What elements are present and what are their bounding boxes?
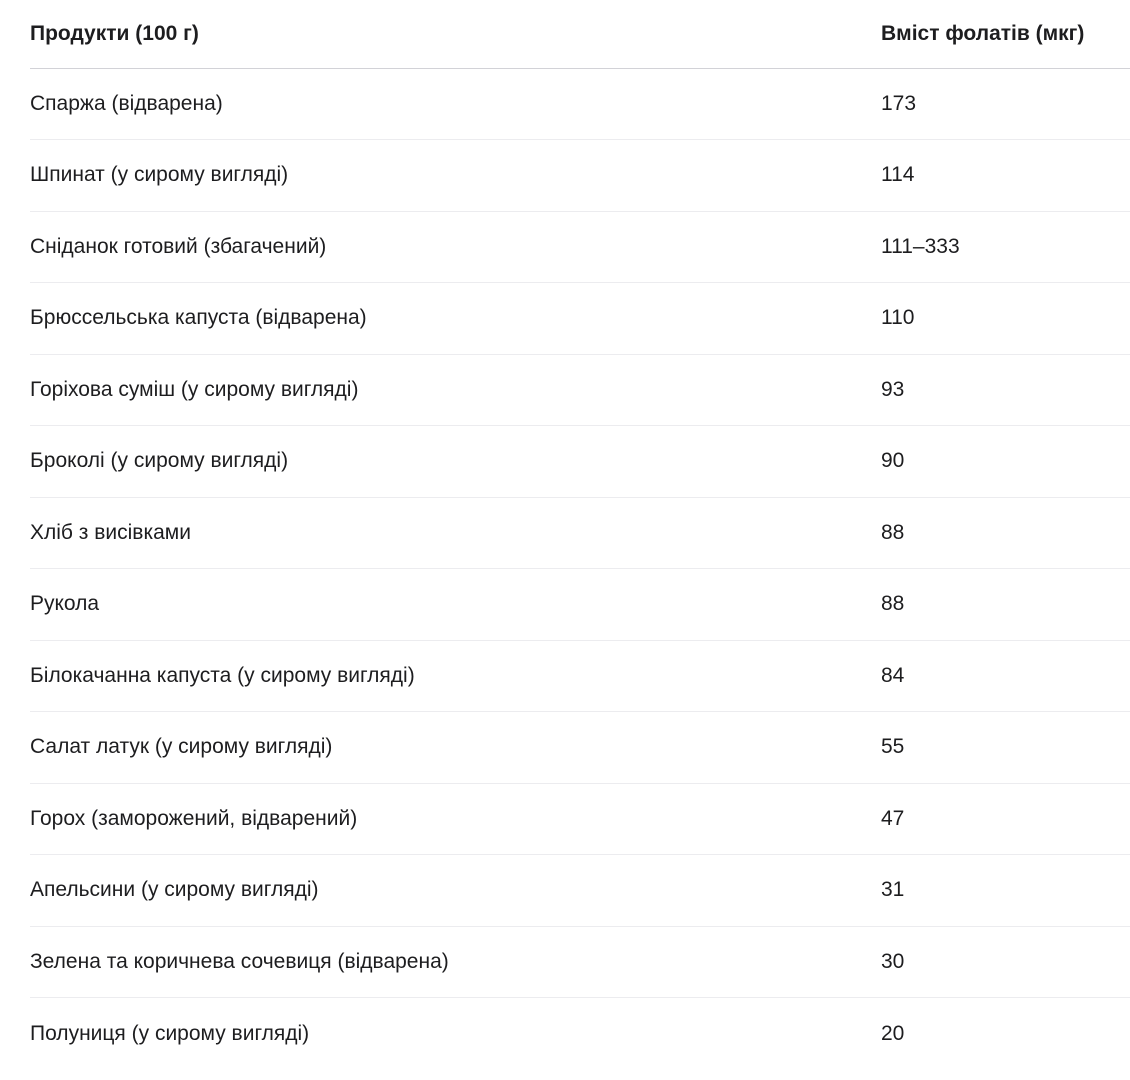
- folate-cell: 88: [881, 497, 1130, 569]
- table-body: [30, 68, 1130, 1069]
- column-header-product: Продукти (100 г): [30, 0, 881, 68]
- table-row: [30, 855, 1130, 927]
- folate-cell: 88: [881, 569, 1130, 641]
- table-row: [30, 569, 1130, 641]
- product-cell: Полуниця (у сирому вигляді): [30, 1021, 310, 1045]
- product-cell: Спаржа (відварена): [30, 68, 881, 140]
- table-row: [30, 640, 1130, 712]
- product-cell: Апельсини (у сирому вигляді): [30, 855, 881, 927]
- product-cell: Сніданок готовий (збагачений): [30, 211, 881, 283]
- folate-cell: 114: [881, 140, 1130, 212]
- folate-cell: 20: [881, 1021, 905, 1045]
- product-cell: Горіхова суміш (у сирому вигляді): [30, 354, 881, 426]
- folate-cell: 84: [881, 640, 1130, 712]
- folate-cell: 93: [881, 354, 1130, 426]
- table-row: [30, 354, 1130, 426]
- table-row: [30, 426, 1130, 498]
- column-header-folate: Вміст фолатів (мкг): [881, 0, 1130, 68]
- table-header-row: [30, 0, 1130, 68]
- table-row: [30, 140, 1130, 212]
- table-row: [30, 68, 1130, 140]
- product-cell: Шпинат (у сирому вигляді): [30, 140, 881, 212]
- product-cell: Рукола: [30, 569, 881, 641]
- folate-cell: 110: [881, 283, 1130, 355]
- table-row: [30, 998, 1130, 1070]
- folate-cell: 30: [881, 926, 1130, 998]
- folate-table: [30, 0, 1130, 1069]
- product-cell: Білокачанна капуста (у сирому вигляді): [30, 640, 881, 712]
- product-cell: Брюссельська капуста (відварена): [30, 283, 881, 355]
- table-row: [30, 712, 1130, 784]
- folate-cell: 47: [881, 783, 1130, 855]
- product-cell: Зелена та коричнева сочевиця (відварена): [30, 926, 881, 998]
- table-row: [30, 497, 1130, 569]
- table-row: [30, 211, 1130, 283]
- table-row: [30, 783, 1130, 855]
- product-cell: Хліб з висівками: [30, 497, 881, 569]
- table-header: [30, 0, 1130, 68]
- folate-cell: 31: [881, 855, 1130, 927]
- table-row: [30, 926, 1130, 998]
- folate-cell: 90: [881, 426, 1130, 498]
- product-cell: Броколі (у сирому вигляді): [30, 426, 881, 498]
- folate-table-container: [30, 0, 1130, 1069]
- product-cell: Горох (заморожений, відварений): [30, 783, 881, 855]
- product-cell: Салат латук (у сирому вигляді): [30, 712, 881, 784]
- folate-cell: 173: [881, 68, 1130, 140]
- folate-cell: 55: [881, 712, 1130, 784]
- table-row: [30, 283, 1130, 355]
- folate-cell: 111–333: [881, 211, 1130, 283]
